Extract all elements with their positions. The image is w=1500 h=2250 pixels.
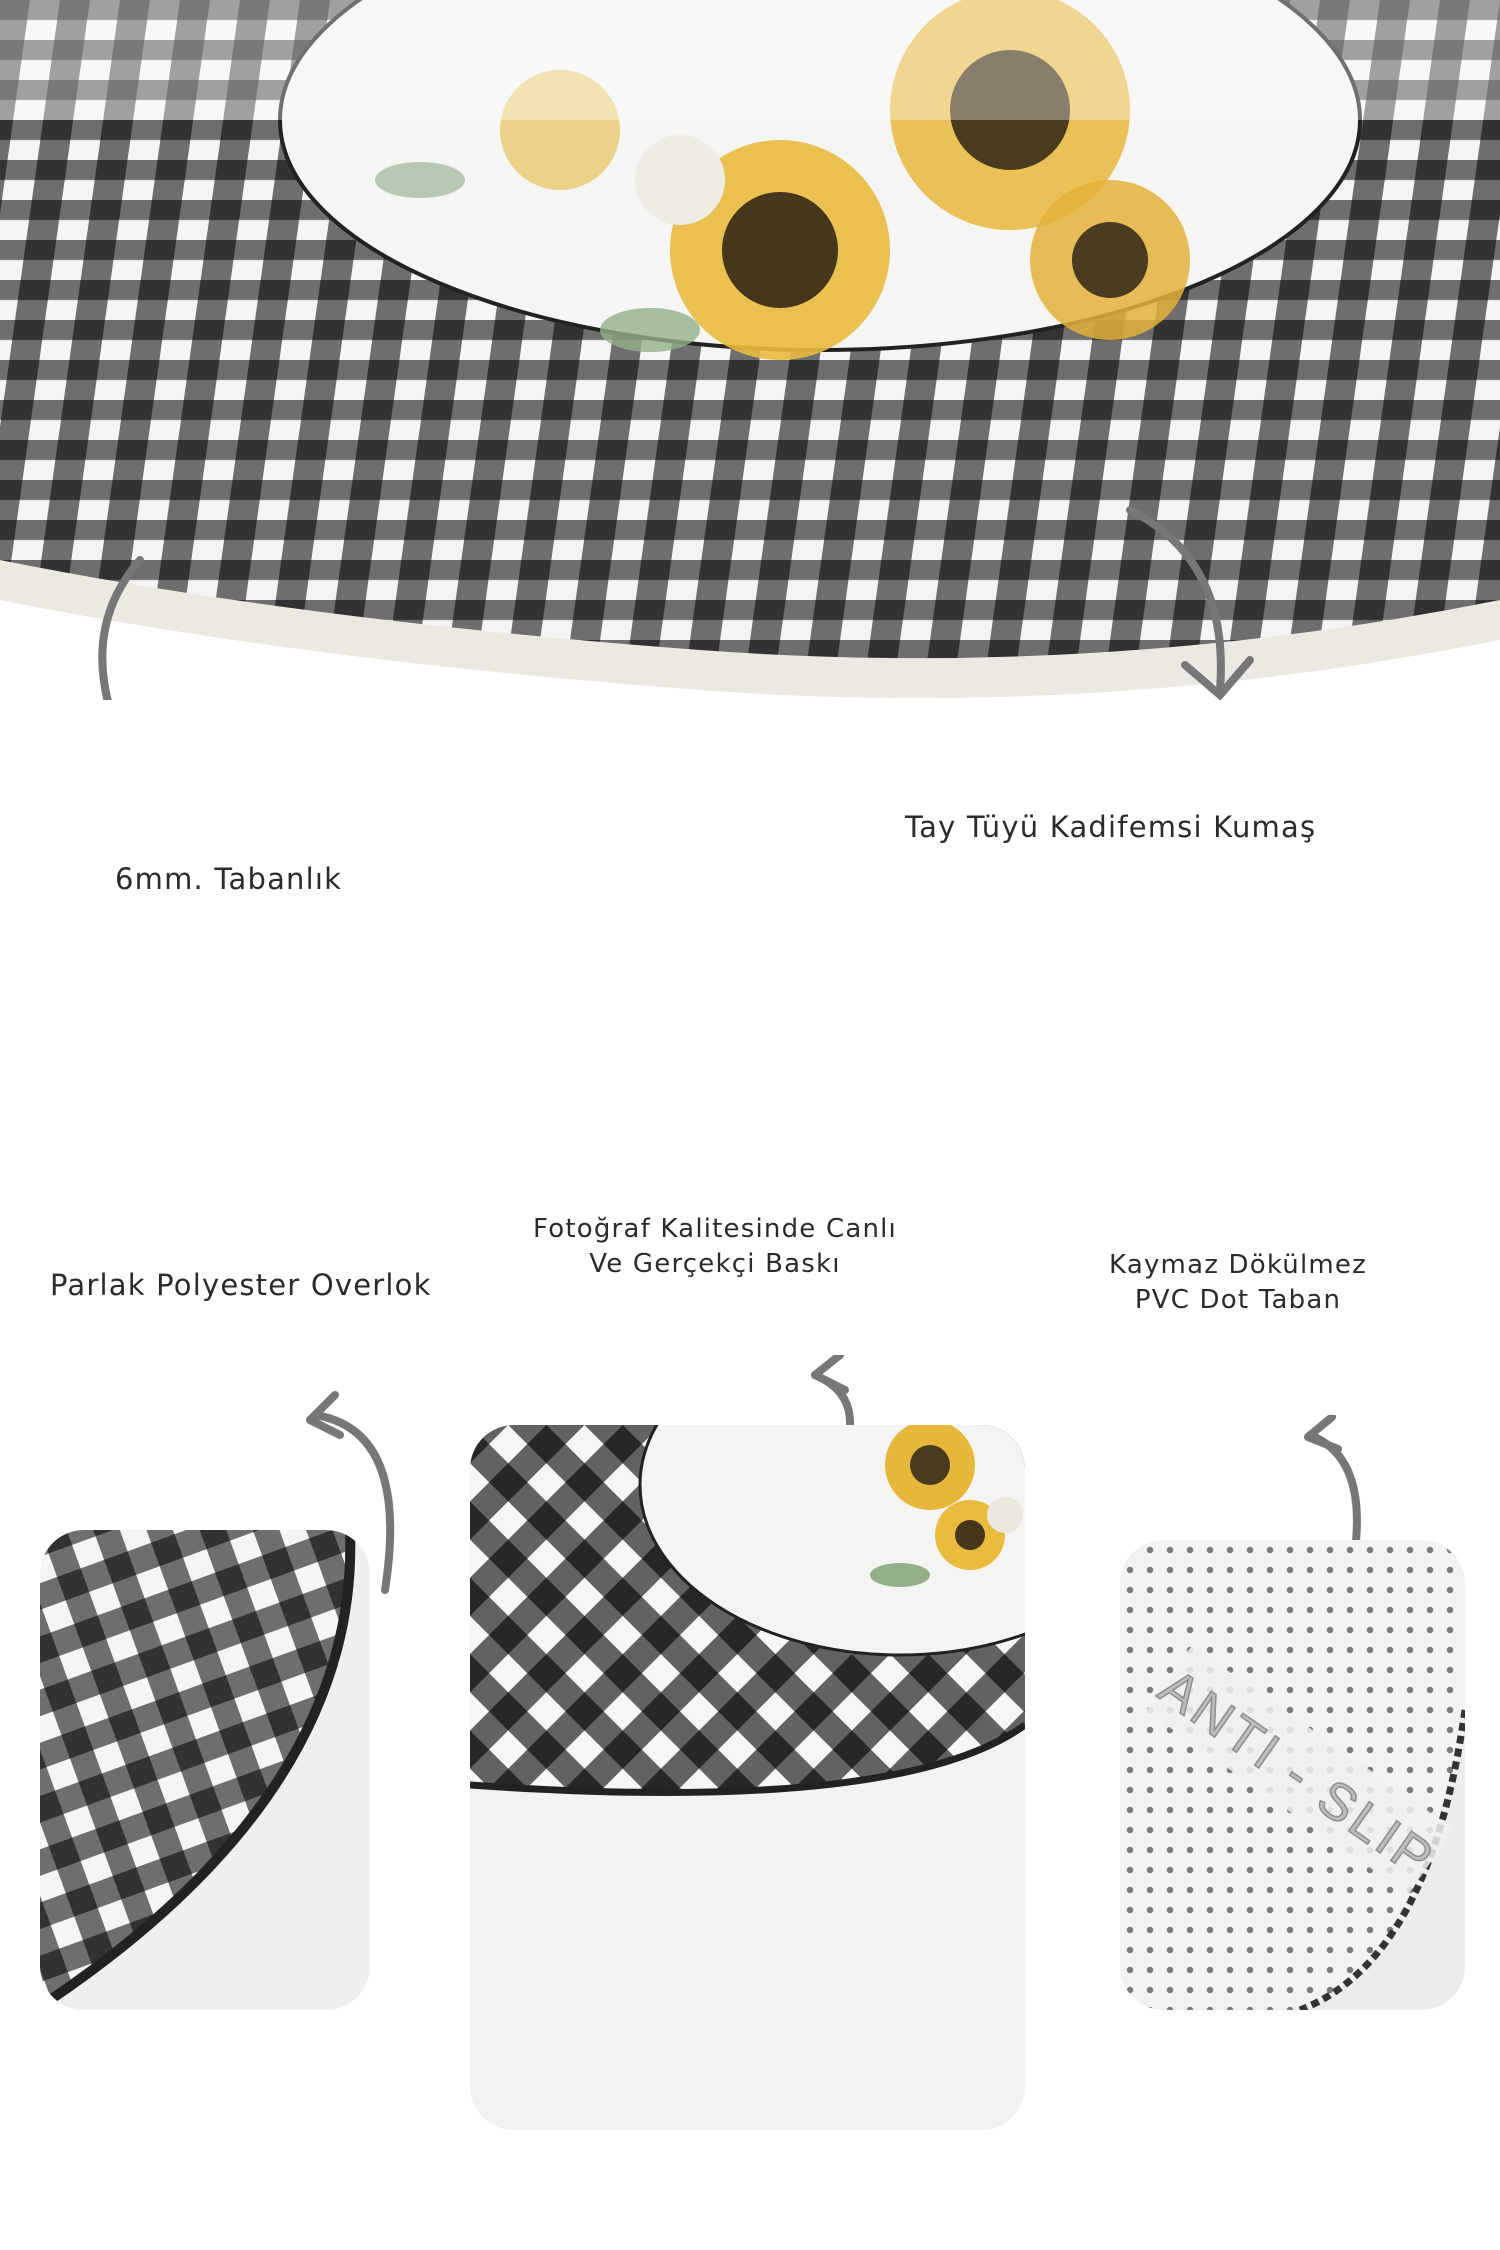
print-quality-line2: Ve Gerçekçi Baskı	[589, 1249, 841, 1280]
antislip-label	[1109, 1248, 1367, 1318]
print-quality-graphic	[470, 1425, 1025, 2130]
print-quality-label	[533, 1212, 897, 1282]
fabric-type-label: Tay Tüyü Kadifemsi Kumaş	[905, 810, 1317, 844]
antislip-graphic	[1120, 1540, 1465, 2010]
rug-closeup-graphic	[0, 0, 1500, 700]
antislip-panel	[1120, 1540, 1465, 2010]
rug-closeup	[0, 0, 1500, 700]
antislip-stamp: ANTI - SLIP	[1148, 1658, 1446, 1891]
print-quality-panel	[470, 1425, 1025, 2130]
antislip-line1: Kaymaz Dökülmez	[1109, 1250, 1367, 1280]
print-quality-line1: Fotoğraf Kalitesinde Canlı	[533, 1214, 897, 1244]
overlock-graphic	[40, 1530, 370, 2010]
overlock-label: Parlak Polyester Overlok	[50, 1268, 432, 1302]
base-thickness-label: 6mm. Tabanlık	[115, 862, 343, 896]
antislip-line2: PVC Dot Taban	[1134, 1285, 1342, 1316]
overlock-panel	[40, 1530, 370, 2010]
